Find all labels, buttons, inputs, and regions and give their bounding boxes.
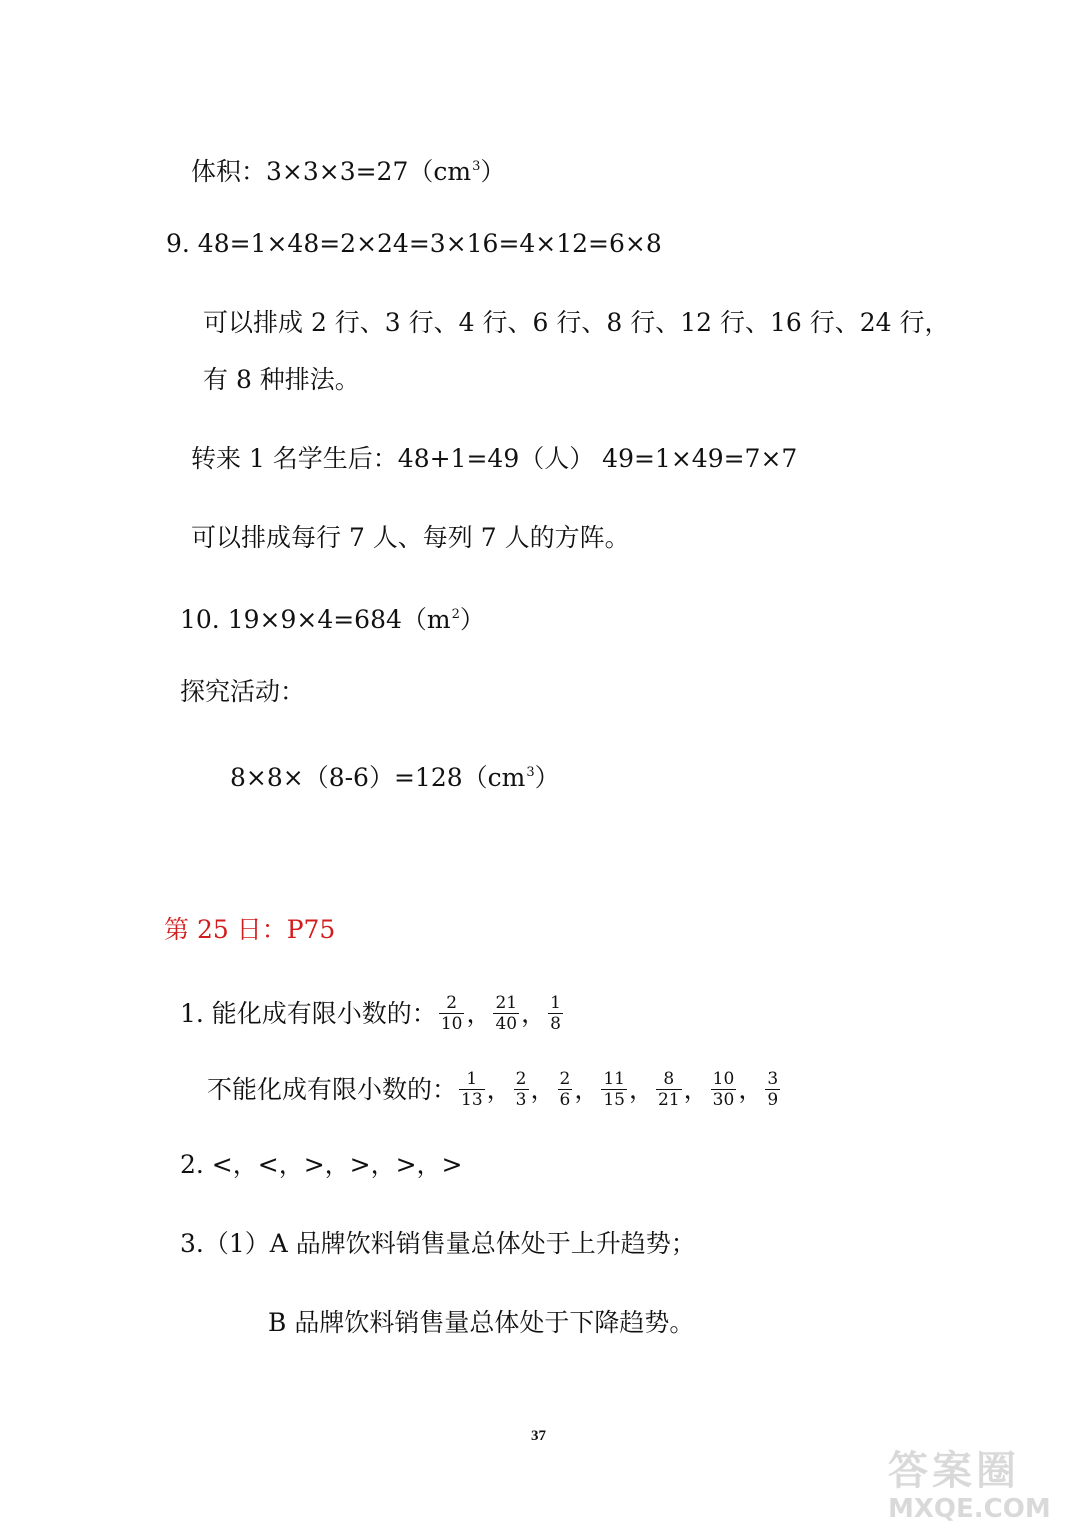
fraction-denominator: 8 — [550, 1013, 561, 1034]
volume-close: ） — [480, 157, 506, 186]
fraction-denominator: 40 — [495, 1013, 518, 1034]
volume-text: 体积：3×3×3=27（cm — [191, 157, 472, 186]
fraction-denominator: 13 — [461, 1089, 483, 1110]
question-10 — [180, 598, 485, 637]
fraction-separator: ， — [521, 999, 547, 1028]
fraction-denominator: 21 — [658, 1089, 680, 1110]
fraction-numerator: 1 — [550, 992, 561, 1013]
question-9-rows: 可以排成 2 行、3 行、4 行、6 行、8 行、12 行、16 行、24 行， — [203, 308, 950, 337]
question-2: 2. <，<，>，>，>，> — [180, 1150, 463, 1179]
fraction — [439, 992, 465, 1034]
explore-equation-text: 8×8×（8-6）=128（cm — [230, 763, 526, 792]
question-9-square: 可以排成每行 7 人、每列 7 人的方阵。 — [191, 523, 630, 552]
fraction-numerator: 2 — [559, 1068, 571, 1089]
fraction-numerator: 2 — [515, 1068, 527, 1089]
fraction-separator: ， — [486, 1075, 512, 1104]
question-3-part-1b: B 品牌饮料销售量总体处于下降趋势。 — [268, 1308, 695, 1337]
watermark-title: 答案圈 — [888, 1448, 1020, 1494]
fraction-numerator: 11 — [603, 1068, 625, 1089]
question-9: 9. 48=1×48=2×24=3×16=4×12=6×8 — [166, 229, 662, 258]
fraction-numerator: 10 — [712, 1068, 735, 1089]
fraction — [459, 1068, 485, 1110]
watermark-logo — [888, 1448, 1084, 1536]
fraction — [601, 1068, 627, 1110]
fraction — [765, 1068, 780, 1110]
q1-finite-label: 1. 能化成有限小数的： — [180, 999, 437, 1028]
fraction — [558, 1068, 573, 1110]
fraction-numerator: 3 — [767, 1068, 779, 1089]
fraction-separator: ， — [738, 1075, 764, 1104]
q1-infinite-fractions — [457, 1068, 782, 1110]
fraction-denominator: 15 — [603, 1089, 625, 1110]
fraction-separator: ， — [629, 1075, 655, 1104]
question-10-exponent: 2 — [451, 607, 460, 622]
explore-equation — [230, 756, 560, 795]
explore-heading: 探究活动： — [180, 677, 306, 706]
fraction-denominator: 10 — [440, 1013, 463, 1034]
volume-line — [191, 150, 505, 189]
question-9-count: 有 8 种排法。 — [203, 365, 360, 394]
question-10-text: 10. 19×9×4=684（m — [180, 605, 451, 634]
fraction-numerator: 2 — [439, 995, 465, 1014]
fraction — [711, 1068, 737, 1110]
fraction — [656, 1068, 682, 1110]
fraction-denominator: 3 — [515, 1089, 527, 1110]
explore-equation-close: ） — [534, 763, 560, 792]
fraction-separator: ， — [530, 1075, 556, 1104]
fraction-denominator: 9 — [767, 1089, 779, 1110]
q1-infinite-label: 不能化成有限小数的： — [207, 1075, 458, 1104]
explore-exponent: 3 — [526, 765, 535, 780]
page-number: 37 — [531, 1428, 546, 1444]
question-3-part-1a: 3.（1）A 品牌饮料销售量总体处于上升趋势； — [180, 1229, 696, 1258]
question-9-transfer: 转来 1 名学生后：48+1=49（人） 49=1×49=7×7 — [191, 444, 798, 473]
watermark-url: MXQE.COM — [888, 1494, 1051, 1524]
fraction — [514, 1068, 529, 1110]
fraction-numerator: 21 — [495, 992, 518, 1013]
fraction — [493, 992, 519, 1034]
q1-finite-line — [180, 992, 565, 1036]
fraction-separator: ， — [574, 1075, 600, 1104]
fraction-numerator: 1 — [459, 1071, 485, 1090]
fraction-numerator: 8 — [656, 1071, 682, 1090]
volume-exponent: 3 — [472, 159, 481, 174]
fraction-separator: ， — [466, 999, 492, 1028]
fraction — [548, 992, 563, 1034]
section-heading: 第 25 日：P75 — [164, 915, 336, 944]
fraction-denominator: 30 — [712, 1089, 735, 1110]
q1-finite-fractions — [437, 992, 565, 1034]
q1-infinite-line — [207, 1068, 782, 1112]
question-10-close: ） — [459, 605, 485, 634]
fraction-denominator: 6 — [559, 1089, 571, 1110]
fraction-separator: ， — [683, 1075, 709, 1104]
